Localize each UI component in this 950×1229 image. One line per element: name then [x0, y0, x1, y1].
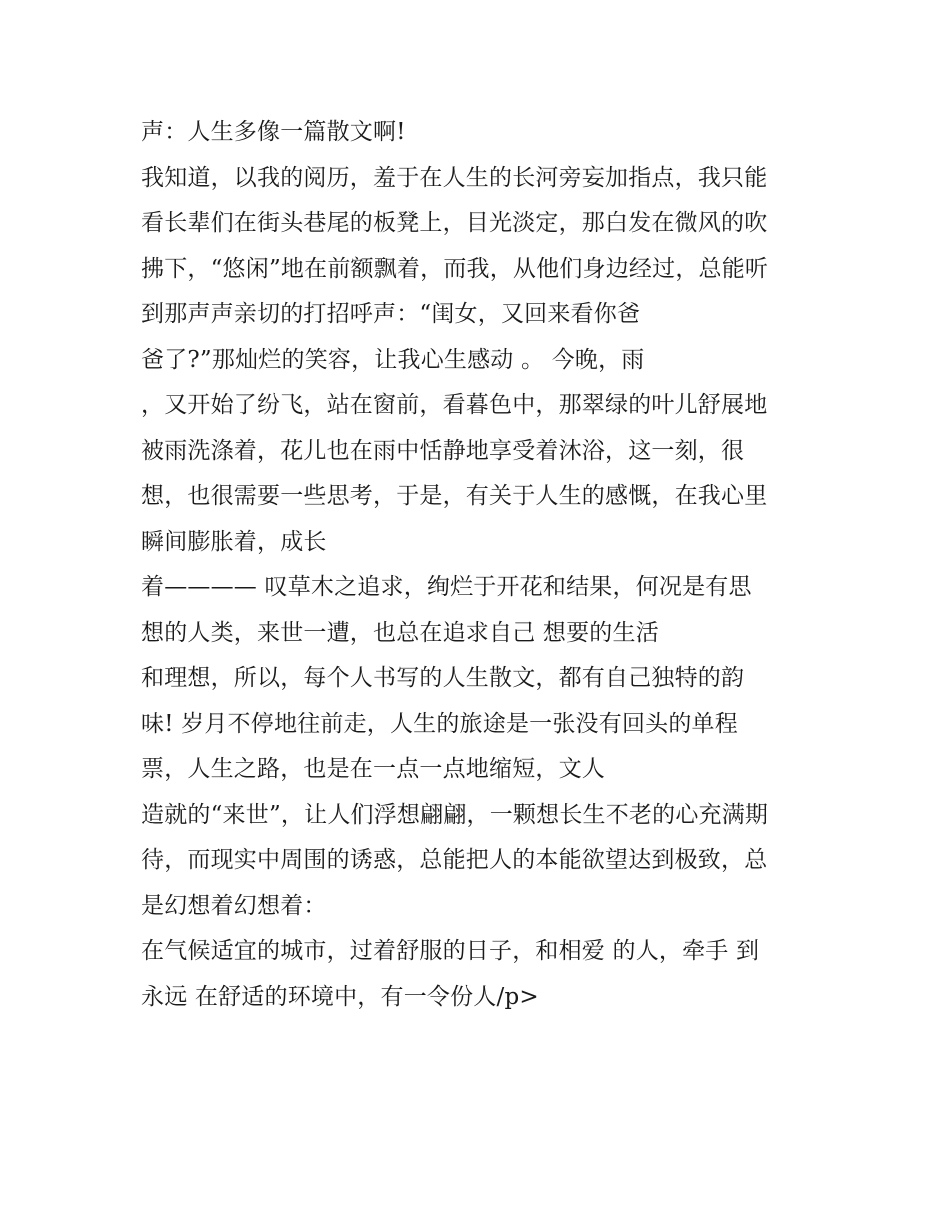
- text-line-9: 想，也很需要一些思考，于是，有关于人生的感慨，在我心里: [141, 483, 768, 509]
- text-line-16: 造就的“来世”，让人们浮想翩翩，一颗想长生不老的心充满期: [141, 801, 769, 828]
- text-line-17: 待，而现实中周围的诱惑，总能把人的本能欲望达到极致，总: [141, 847, 768, 873]
- text-line-1: 声：人生多像一篇散文啊!: [141, 119, 406, 145]
- text-line-4: 拂下，“悠闲”地在前额飘着，而我，从他们身边经过，总能听: [141, 255, 769, 282]
- text-line-20: 永远 在舒适的环境中，有一令份人/p>: [141, 983, 539, 1010]
- text-line-19: 在气候适宜的城市，过着舒服的日子，和相爱 的人，牵手 到: [141, 938, 760, 964]
- text-line-13: 和理想，所以，每个人书写的人生散文，都有自己独特的韵: [141, 665, 745, 691]
- text-line-2: 我知道，以我的阅历，羞于在人生的长河旁妄加指点，我只能: [141, 164, 768, 191]
- text-line-11: 着———— 叹草木之追求，绚烂于开花和结果，何况是有思: [141, 574, 752, 600]
- text-line-18: 是幻想着幻想着：: [141, 892, 327, 919]
- text-line-14: 味! 岁月不停地往前走，人生的旅途是一张没有回头的单程: [141, 710, 738, 737]
- text-line-15: 票，人生之路，也是在一点一点地缩短，文人: [141, 756, 605, 782]
- essay-body: [141, 110, 841, 1020]
- text-line-3: 看长辈们在街头巷尾的板凳上，目光淡定，那白发在微风的吹: [141, 210, 768, 236]
- text-line-6: 爸了?”那灿烂的笑容，让我心生感动 。 今晚，雨: [141, 346, 645, 373]
- text-line-5: 到那声声亲切的打招呼声：“闺女，又回来看你爸: [141, 301, 641, 327]
- text-line-8: 被雨洗涤着，花儿也在雨中恬静地享受着沐浴，这一刻，很: [141, 437, 745, 464]
- text-line-7: ，又开始了纷飞，站在窗前，看暮色中，那翠绿的叶儿舒展地: [141, 392, 768, 418]
- text-line-12: 想的人类，来世一遭，也总在追求自己 想要的生活: [141, 619, 659, 646]
- text-line-10: 瞬间膨胀着，成长: [141, 528, 327, 555]
